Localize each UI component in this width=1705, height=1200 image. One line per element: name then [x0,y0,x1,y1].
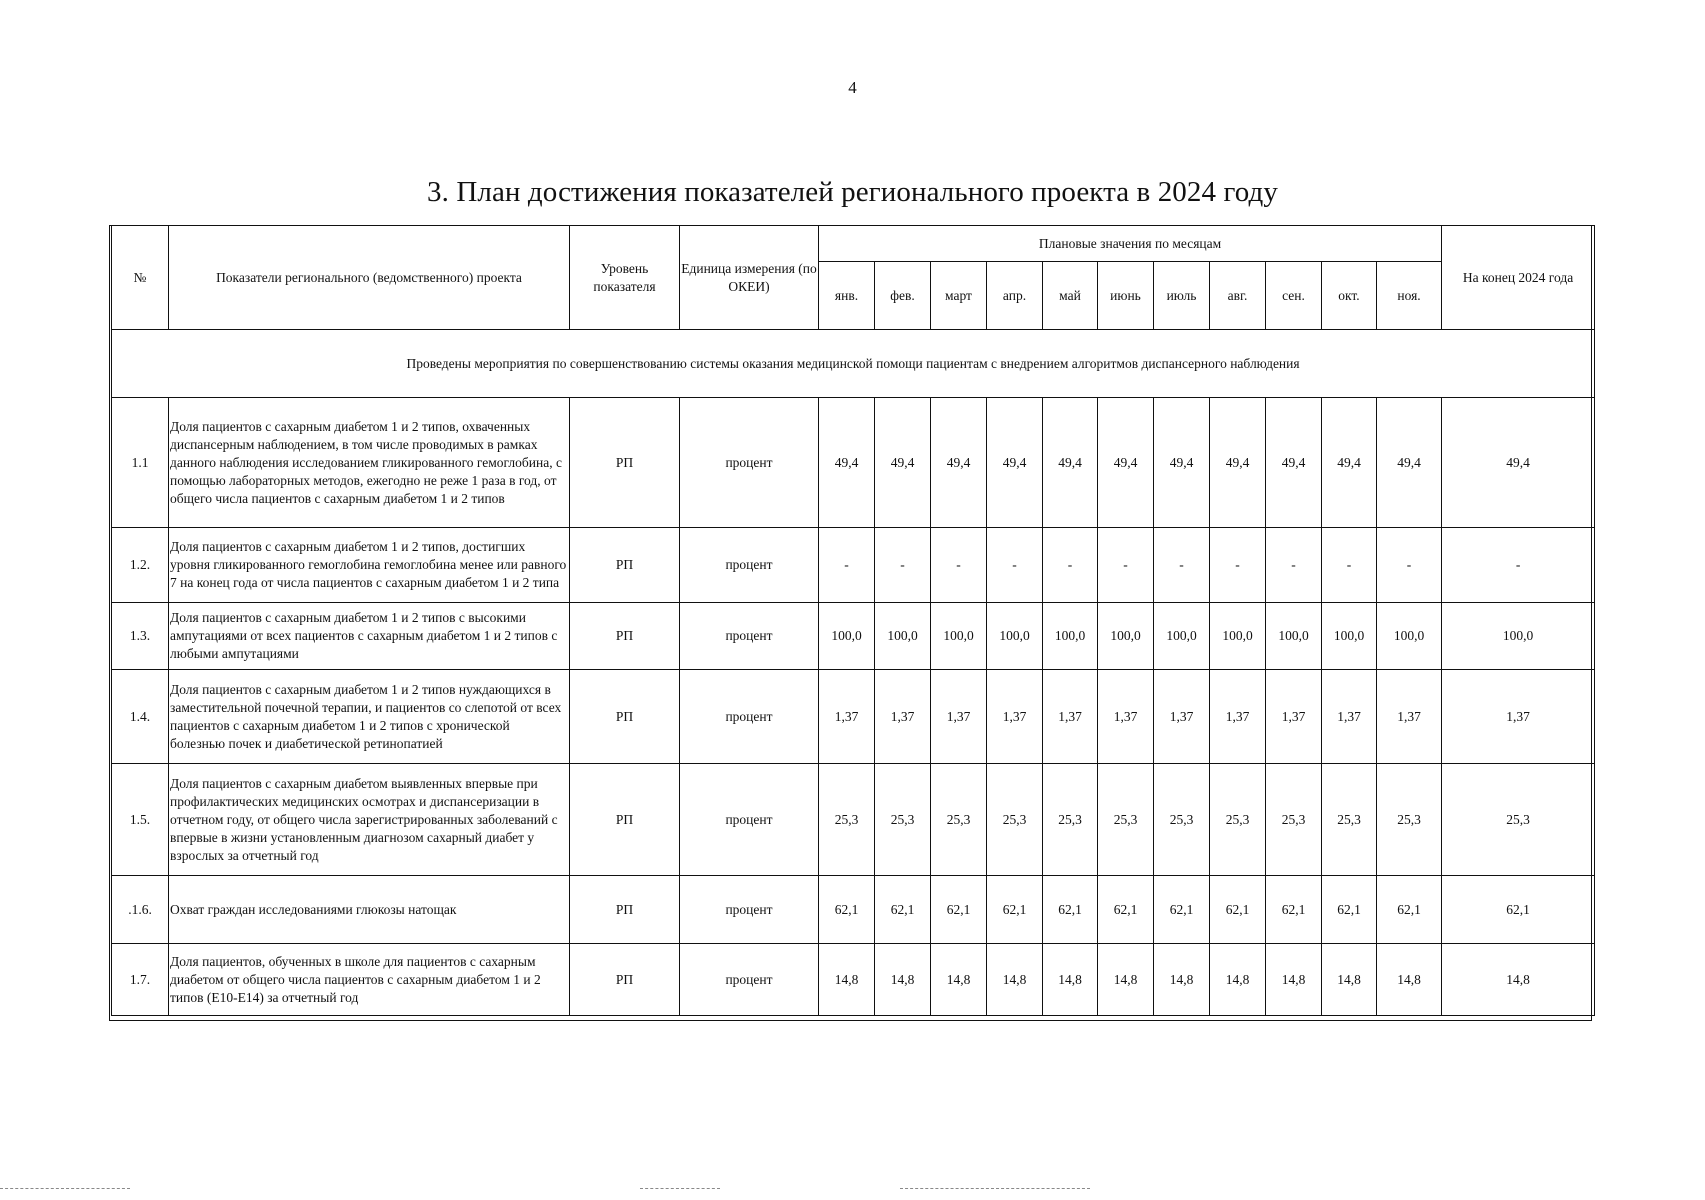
table-row [112,528,1595,603]
month-value: 25,3 [1210,764,1266,876]
month-value: 100,0 [1043,603,1098,670]
month-value: 25,3 [931,764,987,876]
month-value: 25,3 [987,764,1043,876]
header-month: июль [1154,262,1210,330]
month-value: 1,37 [1377,670,1442,764]
header-month: сен. [1266,262,1322,330]
table-row [112,876,1595,944]
month-value: 49,4 [1266,398,1322,528]
month-value: 62,1 [1377,876,1442,944]
header-level: Уровень показателя [570,226,680,330]
row-number: 1.4. [112,670,169,764]
month-value: 62,1 [1210,876,1266,944]
month-value: 1,37 [1154,670,1210,764]
unit-cell: процент [680,528,819,603]
month-value: 14,8 [1266,944,1322,1016]
month-value: 100,0 [819,603,875,670]
month-value: 25,3 [1043,764,1098,876]
month-value: 49,4 [819,398,875,528]
indicator-name: Доля пациентов с сахарным диабетом 1 и 2 типов, охваченных диспансерным наблюдением, в том числе проводимых в рамках данного наблюдения исследованием гликированного гемоглобина, с помощью лабораторных методов, ежегодно не реже 1 раза в год, от общего числа пациентов с сахарным диабетом 1 и 2 типов [169,398,570,528]
month-value: 62,1 [819,876,875,944]
month-value: 14,8 [987,944,1043,1016]
month-value: 100,0 [987,603,1043,670]
month-value: 14,8 [1043,944,1098,1016]
month-value: 1,37 [931,670,987,764]
month-value: 62,1 [1322,876,1377,944]
header-month: июнь [1098,262,1154,330]
scan-artifact [0,1188,130,1189]
table-row [112,670,1595,764]
month-value: 49,4 [1210,398,1266,528]
month-value: 62,1 [1043,876,1098,944]
month-value: 62,1 [1266,876,1322,944]
month-value: 1,37 [1043,670,1098,764]
table-row [112,603,1595,670]
indicator-level: РП [570,764,680,876]
month-value: 100,0 [1210,603,1266,670]
row-number: .1.6. [112,876,169,944]
indicator-name: Доля пациентов с сахарным диабетом выявленных впервые при профилактических медицинских осмотрах и диспансеризации в отчетном году, от общего числа зарегистрированных заболеваний с впервые в жизни установленным диагнозом сахарный диабет у взрослых за отчетный год [169,764,570,876]
month-value: 1,37 [1210,670,1266,764]
month-value: 100,0 [1266,603,1322,670]
month-value: 25,3 [875,764,931,876]
unit-cell: процент [680,603,819,670]
month-value: - [1098,528,1154,603]
header-year-end: На конец 2024 года [1442,226,1595,330]
row-number: 1.3. [112,603,169,670]
month-value: - [1210,528,1266,603]
month-value: 49,4 [1098,398,1154,528]
month-value: 62,1 [987,876,1043,944]
scan-artifact [640,1188,720,1189]
month-value: 49,4 [875,398,931,528]
header-month: март [931,262,987,330]
header-month: авг. [1210,262,1266,330]
indicator-level: РП [570,398,680,528]
month-value: 1,37 [987,670,1043,764]
month-value: 100,0 [875,603,931,670]
header-month: апр. [987,262,1043,330]
year-end-value: 25,3 [1442,764,1595,876]
month-value: 25,3 [1098,764,1154,876]
month-value: 100,0 [1154,603,1210,670]
year-end-value: 14,8 [1442,944,1595,1016]
month-value: 1,37 [875,670,931,764]
row-number: 1.2. [112,528,169,603]
indicator-level: РП [570,528,680,603]
table-row [112,764,1595,876]
table-body [112,330,1595,1016]
month-value: - [1377,528,1442,603]
month-value: 49,4 [1154,398,1210,528]
month-value: - [875,528,931,603]
month-value: 25,3 [1322,764,1377,876]
table-row [112,398,1595,528]
unit-cell: процент [680,876,819,944]
row-number: 1.7. [112,944,169,1016]
month-value: 14,8 [1098,944,1154,1016]
month-value: 49,4 [1043,398,1098,528]
month-value: 49,4 [1322,398,1377,528]
month-value: 14,8 [1322,944,1377,1016]
month-value: 1,37 [1098,670,1154,764]
indicator-level: РП [570,603,680,670]
row-number: 1.5. [112,764,169,876]
header-num: № [112,226,169,330]
month-value: 25,3 [1377,764,1442,876]
month-value: 62,1 [1154,876,1210,944]
table-header [112,226,1595,330]
month-value: 14,8 [931,944,987,1016]
unit-cell: процент [680,398,819,528]
month-value: 100,0 [1377,603,1442,670]
month-value: 62,1 [875,876,931,944]
scan-artifact [900,1188,1090,1189]
month-value: 62,1 [1098,876,1154,944]
month-value: - [931,528,987,603]
indicator-name: Доля пациентов с сахарным диабетом 1 и 2 типов, достигших уровня гликированного гемоглобина гемоглобина менее или равного 7 на конец года от числа пациентов с сахарным диабетом 1 и 2 типа [169,528,570,603]
month-value: 49,4 [987,398,1043,528]
header-month: ноя. [1377,262,1442,330]
month-value: 1,37 [1322,670,1377,764]
year-end-value: 100,0 [1442,603,1595,670]
month-value: 25,3 [1154,764,1210,876]
month-value: 14,8 [1377,944,1442,1016]
month-value: - [987,528,1043,603]
indicators-plan-table [111,225,1595,1016]
month-value: 1,37 [1266,670,1322,764]
header-unit: Единица измерения (по ОКЕИ) [680,226,819,330]
year-end-value: 62,1 [1442,876,1595,944]
header-indicator-name: Показатели регионального (ведомственного) проекта [169,226,570,330]
month-value: - [1043,528,1098,603]
page-number: 4 [848,78,857,97]
unit-cell: процент [680,944,819,1016]
indicator-level: РП [570,876,680,944]
table-row [112,944,1595,1016]
header-month: май [1043,262,1098,330]
year-end-value: 1,37 [1442,670,1595,764]
header-month: янв. [819,262,875,330]
month-value: - [1322,528,1377,603]
month-value: 14,8 [819,944,875,1016]
month-value: 14,8 [1154,944,1210,1016]
header-month: окт. [1322,262,1377,330]
indicator-level: РП [570,944,680,1016]
indicator-name: Охват граждан исследованиями глюкозы натощак [169,876,570,944]
document-title: 3. План достижения показателей регионального проекта в 2024 году [427,176,1278,208]
month-value: 49,4 [931,398,987,528]
month-value: 25,3 [1266,764,1322,876]
header-monthly-plan: Плановые значения по месяцам [819,226,1442,262]
month-value: 14,8 [875,944,931,1016]
header-month: фев. [875,262,931,330]
month-value: 62,1 [931,876,987,944]
indicator-name: Доля пациентов с сахарным диабетом 1 и 2 типов с высокими ампутациями от всех пациентов с сахарным диабетом 1 и 2 типов с любыми ампутациями [169,603,570,670]
year-end-value: - [1442,528,1595,603]
month-value: 1,37 [819,670,875,764]
month-value: - [1266,528,1322,603]
row-number: 1.1 [112,398,169,528]
month-value: 100,0 [931,603,987,670]
indicator-name: Доля пациентов с сахарным диабетом 1 и 2 типов нуждающихся в заместительной почечной терапии, и пациентов со слепотой от всех пациентов с сахарным диабетом 1 и 2 типов с хронической болезнью почек и диабетической ретинопатией [169,670,570,764]
month-value: 49,4 [1377,398,1442,528]
month-value: - [1154,528,1210,603]
unit-cell: процент [680,670,819,764]
month-value: 25,3 [819,764,875,876]
month-value: 100,0 [1098,603,1154,670]
indicator-name: Доля пациентов, обученных в школе для пациентов с сахарным диабетом от общего числа пациентов с сахарным диабетом 1 и 2 типов (Е10-Е14) за отчетный год [169,944,570,1016]
indicator-level: РП [570,670,680,764]
unit-cell: процент [680,764,819,876]
month-value: 14,8 [1210,944,1266,1016]
month-value: - [819,528,875,603]
year-end-value: 49,4 [1442,398,1595,528]
month-value: 100,0 [1322,603,1377,670]
section-title: Проведены мероприятия по совершенствованию системы оказания медицинской помощи пациентам с внедрением алгоритмов диспансерного наблюдения [112,330,1595,398]
